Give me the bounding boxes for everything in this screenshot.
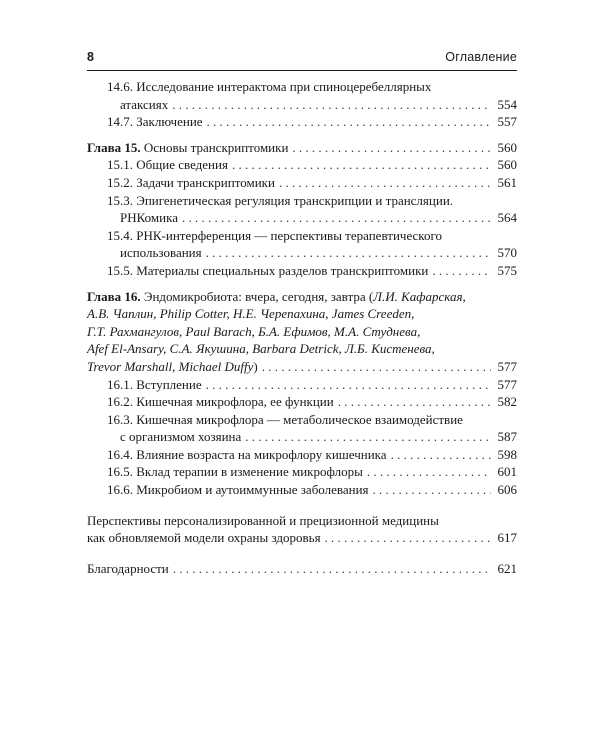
toc-page-number: 606 — [497, 482, 517, 498]
toc-page-number: 560 — [497, 157, 517, 173]
leader-dots — [182, 209, 491, 227]
chapter-title: Основы транскриптомики — [140, 139, 289, 155]
toc-entry-title-cont: как обновляемой модели охраны здоровья — [87, 530, 321, 546]
toc-page-number: 554 — [497, 96, 517, 112]
toc-entry-title: 16.6. Микробиом и аутоиммунные заболевания — [107, 482, 369, 498]
running-head — [87, 50, 517, 68]
toc-entry-15-3[interactable] — [87, 192, 517, 227]
toc-entry-title-cont: атаксиях — [120, 96, 169, 112]
header-rule — [87, 70, 517, 71]
leader-dots — [232, 156, 491, 174]
leader-dots — [245, 428, 491, 446]
chapter-title: Эндомикробиота: вчера, сегодня, завтра ( — [140, 288, 374, 304]
toc-entry-16-5[interactable] — [87, 463, 517, 481]
toc-page-number: 617 — [497, 530, 517, 546]
leader-dots — [262, 358, 491, 376]
chapter-authors: Trevor Marshall, Michael Duffy — [87, 358, 254, 374]
toc-page-number: 577 — [497, 358, 517, 374]
toc-page-number: 570 — [497, 245, 517, 261]
toc-chapter-15[interactable] — [87, 139, 517, 157]
leader-dots — [173, 560, 491, 578]
toc-entry-title: 16.5. Вклад терапии в изменение микрофлоры — [107, 464, 363, 480]
toc-page-number: 557 — [497, 114, 517, 130]
toc-entry-16-1[interactable] — [87, 376, 517, 394]
toc-entry-15-5[interactable] — [87, 262, 517, 280]
toc-page-number: 582 — [497, 394, 517, 410]
toc-entry-title: Перспективы персонализированной и прецизионной медицины — [87, 512, 439, 528]
chapter-heading — [87, 288, 517, 306]
page-number: 8 — [87, 50, 94, 64]
chapter-authors: Afef El-Ansary, С.А. Якушина, Barbara Detrick, Л.Б. Кистенева, — [87, 341, 435, 357]
leader-dots — [432, 262, 491, 280]
toc-page-number: 561 — [497, 174, 517, 190]
toc-page-number: 577 — [497, 376, 517, 392]
section-name: Оглавление — [445, 50, 517, 64]
toc-entry-16-3[interactable] — [87, 411, 517, 446]
toc-page-number: 564 — [497, 210, 517, 226]
leader-dots — [338, 393, 491, 411]
toc-entry-title: 14.7. Заключение — [107, 114, 203, 130]
leader-dots — [373, 481, 491, 499]
toc-entry-title-cont: РНКомика — [120, 210, 178, 226]
toc-page-number: 575 — [497, 262, 517, 278]
closing-paren: ) — [253, 358, 258, 374]
toc-entry-14-6[interactable] — [87, 78, 517, 113]
leader-dots — [292, 139, 491, 157]
chapter-authors: А.В. Чаплин, Philip Cotter, Н.Е. Черепахина, James Creeden, — [87, 306, 415, 322]
toc-entry-title-cont: использования — [120, 245, 202, 261]
toc-page-number: 598 — [497, 446, 517, 462]
toc-entry-14-7[interactable] — [87, 113, 517, 131]
toc-entry-title: 16.1. Вступление — [107, 376, 202, 392]
toc-entry-title: 16.3. Кишечная микрофлора — метаболическое взаимодействие — [107, 411, 463, 427]
toc-page-number: 601 — [497, 464, 517, 480]
toc-entry-16-4[interactable] — [87, 446, 517, 464]
table-of-contents — [87, 78, 517, 577]
toc-page-number: 621 — [497, 560, 517, 576]
toc-entry-16-6[interactable] — [87, 481, 517, 499]
chapter-label: Глава 16. — [87, 288, 141, 304]
toc-entry-title: 16.4. Влияние возраста на микрофлору кишечника — [107, 446, 387, 462]
toc-page-number: 587 — [497, 429, 517, 445]
toc-entry-title: 16.2. Кишечная микрофлора, ее функции — [107, 394, 334, 410]
leader-dots — [206, 244, 491, 262]
leader-dots — [207, 113, 491, 131]
toc-page-number: 560 — [497, 139, 517, 155]
toc-entry-16-2[interactable] — [87, 393, 517, 411]
toc-entry-title-cont: с организмом хозяина — [120, 429, 242, 445]
toc-entry-title: 15.5. Материалы специальных разделов транскриптомики — [107, 262, 429, 278]
toc-chapter-16[interactable] — [87, 288, 517, 376]
leader-dots — [391, 446, 491, 464]
toc-entry-title: 15.3. Эпигенетическая регуляция транскрипции и трансляции. — [107, 192, 454, 208]
toc-entry-acknowledgements[interactable] — [87, 560, 517, 578]
toc-entry-title: 14.6. Исследование интерактома при спиноцеребеллярных — [107, 79, 432, 94]
leader-dots — [325, 529, 491, 547]
chapter-authors: Г.Т. Рахмангулов, Paul Barach, Б.А. Ефимов, М.А. Студнева, — [87, 323, 421, 339]
toc-entry-15-1[interactable] — [87, 156, 517, 174]
toc-entry-title: Благодарности — [87, 560, 169, 576]
toc-entry-title: 15.4. РНК-интерференция — перспективы терапевтического — [107, 227, 442, 243]
leader-dots — [206, 376, 491, 394]
toc-entry-perspectives[interactable] — [87, 512, 517, 547]
chapter-heading — [87, 139, 288, 157]
leader-dots — [279, 174, 491, 192]
chapter-authors: Л.И. Кафарская, — [373, 288, 466, 304]
chapter-label: Глава 15. — [87, 139, 141, 155]
toc-entry-15-4[interactable] — [87, 227, 517, 262]
leader-dots — [172, 96, 491, 114]
leader-dots — [367, 463, 491, 481]
toc-entry-15-2[interactable] — [87, 174, 517, 192]
toc-entry-title: 15.2. Задачи транскриптомики — [107, 174, 275, 190]
toc-entry-title: 15.1. Общие сведения — [107, 157, 228, 173]
